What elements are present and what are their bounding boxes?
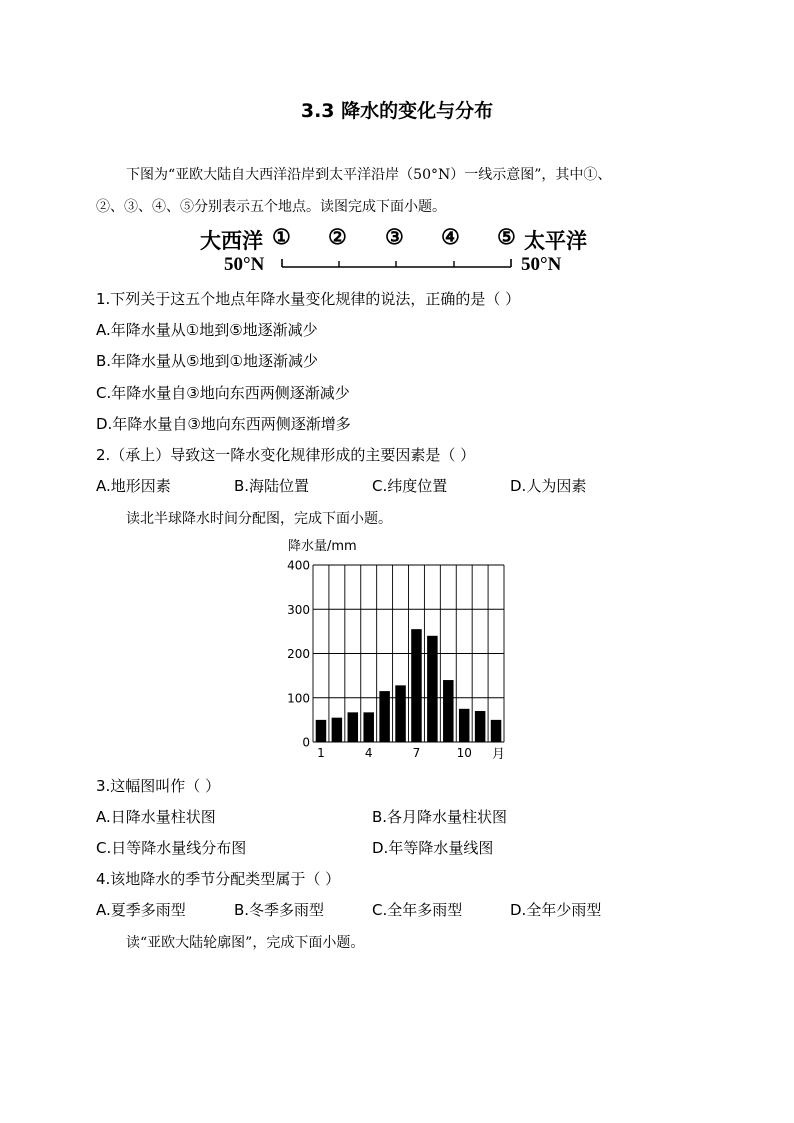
chart-bar [411,629,422,742]
question-4-option-c[interactable]: C.全年多雨型 [372,901,463,919]
chart-bar [491,720,502,742]
pacific-label: 太平洋 [524,229,587,253]
question-4-stem: 4.该地降水的季节分配类型属于（ ） [96,870,341,888]
latitude-line [280,256,514,272]
point-5-label: ⑤ [497,225,516,249]
chart-bar [348,712,359,742]
chart-y-axis-label: 降水量/mm [288,539,357,554]
question-2-option-a[interactable]: A.地形因素 [96,477,171,495]
question-3-stem: 3.这幅图叫作（ ） [96,777,221,795]
question-3-option-a[interactable]: A.日降水量柱状图 [96,808,216,826]
question-2-stem: 2.（承上）导致这一降水变化规律形成的主要因素是（ ） [96,446,476,464]
question-2-option-b[interactable]: B.海陆位置 [234,477,310,495]
question-2-option-c[interactable]: C.纬度位置 [372,477,448,495]
chart-x-tick-label: 1 [317,746,325,760]
chart-bar [332,718,343,742]
chart-y-tick-label: 300 [287,602,310,617]
question-3-option-b[interactable]: B.各月降水量柱状图 [372,808,508,826]
chart-bar [363,712,374,742]
question-1-option-d[interactable]: D.年降水量自③地向东西两侧逐渐增多 [96,415,351,433]
point-2-label: ② [328,225,347,249]
chart-y-tick-label: 0 [302,735,310,750]
point-1-label: ① [272,225,291,249]
chart-y-tick-label: 200 [287,647,310,661]
chart-x-tick-label: 7 [412,746,421,760]
question-4-option-b[interactable]: B.冬季多雨型 [234,901,325,919]
question-1-stem: 1.下列关于这五个地点年降水量变化规律的说法，正确的是（ ） [96,290,521,308]
chart-bar [475,711,486,742]
right-latitude-label: 50°N [521,254,562,275]
intro-paragraph-line-1: 下图为“亚欧大陆自大西洋沿岸到太平洋沿岸（50°N）一线示意图”，其中①、 [126,167,612,183]
chart-x-tick-label: 4 [364,746,373,760]
atlantic-label: 大西洋 [200,229,263,253]
point-4-label: ④ [441,225,460,249]
point-3-label: ③ [385,225,404,249]
intro-paragraph-line-2: ②、③、④、⑤分别表示五个地点。读图完成下面小题。 [96,199,446,215]
question-3-option-c[interactable]: C.日等降水量线分布图 [96,839,247,857]
chart-x-tick-label: 10 [456,746,472,760]
question-4-option-d[interactable]: D.全年少雨型 [510,901,602,919]
precipitation-bar-chart [280,550,520,770]
question-1-option-c[interactable]: C.年降水量自③地向东西两侧逐渐减少 [96,384,350,402]
chart-bar [427,636,438,742]
chart-bar [459,709,470,742]
left-latitude-label: 50°N [224,254,265,275]
page-title: 3.3 降水的变化与分布 [300,100,494,122]
question-1-option-a[interactable]: A.年降水量从①地到⑤地逐渐减少 [96,321,318,339]
chart-bar [379,691,390,742]
question-4-option-a[interactable]: A.夏季多雨型 [96,901,186,919]
chart-intro: 读北半球降水时间分配图，完成下面小题。 [126,511,392,527]
question-3-option-d[interactable]: D.年等降水量线图 [372,839,494,857]
chart-bar [443,680,454,742]
map-intro: 读“亚欧大陆轮廓图”，完成下面小题。 [126,935,365,951]
question-2-option-d[interactable]: D.人为因素 [510,477,587,495]
chart-bar [395,685,406,742]
chart-y-tick-label: 400 [287,558,310,573]
chart-y-tick-label: 100 [287,691,310,706]
question-1-option-b[interactable]: B.年降水量从⑤地到①地逐渐减少 [96,352,318,370]
chart-bar [316,720,327,742]
chart-x-unit-label: 月 [492,747,506,762]
